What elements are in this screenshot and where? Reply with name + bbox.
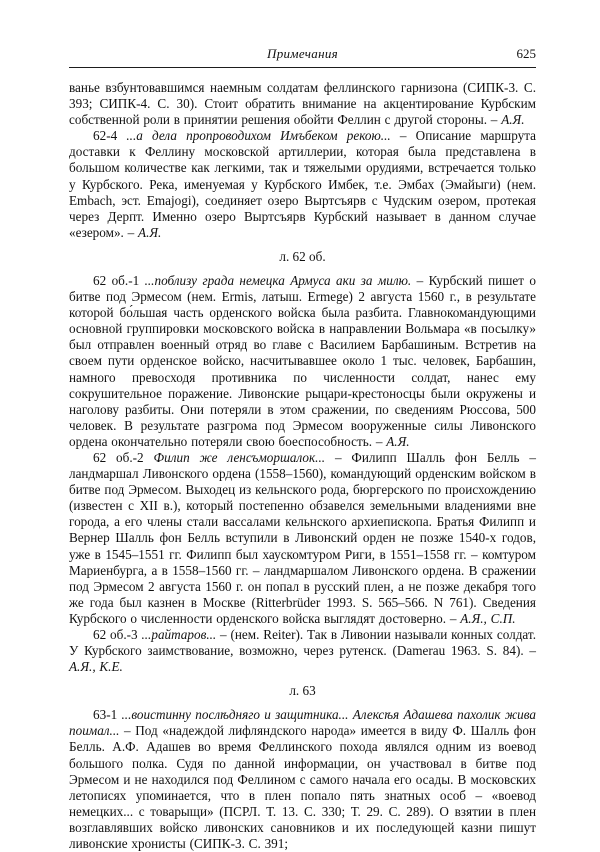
- italic-run: А.Я.: [138, 224, 162, 240]
- text-run: – (нем. Reiter). Так в Ливонии называли конных солдат. У Курбского заимствование, возможно, через рутенск. (Damerau 1963. S. 84). –: [69, 627, 536, 659]
- italic-run: ...поблизу града немецка Армуса аки за милю.: [144, 272, 412, 288]
- text-run: 62-4: [93, 128, 127, 144]
- running-head: [69, 45, 536, 62]
- italic-run: ...воистинну послѣдняго и защитника... Алексѣя Адашева пахолик жива поимал...: [69, 707, 536, 739]
- note-paragraph: [69, 273, 536, 450]
- header-rule: [69, 67, 536, 68]
- text-run: 63-1: [93, 707, 122, 723]
- leaf-heading: л. 62 об.: [279, 248, 326, 264]
- italic-run: А.Я., К.Е.: [69, 659, 123, 675]
- text-run: – Под «надеждой лифляндского народа» имеется в виду Ф. Шалль фон Белль. А.Ф. Адашев во время Феллинского похода являлся одним из воевод большого полка. Судя по данной информации, он участвовал в битве под Эрмесом и не находился под Феллином с самого начала его осады. В московских летописях упоминается, что в плен попало пять знатных особ – «воевод немецких... с товарыщи» (ПСРЛ. Т. 13. С. 330; Т. 29. С. 289). О взятии в плен возглавлявших войско ливонских сановников и их последующей казни пишут ливонские хронисты (СИПК-3. С. 391;: [69, 723, 536, 852]
- content-area: [69, 80, 536, 852]
- note-paragraph: [69, 80, 536, 128]
- note-paragraph: [69, 450, 536, 627]
- text-run: – Курбский пишет о битве под Эрмесом (нем. Ermis, латыш. Ermege) 2 августа 1560 г., в результате которой бо́льшая часть орденского войска была разбита. Главнокомандующими основной группировки московского войска в направлении Вольмара «в посылку» был отправлен военный отряд во главе с Василием Барбашиным. Встретив на своем пути орденское войско, насчитывавшее около 1 тыс. человек, Барбашин, намного превосходя противника по численности солдат, нанес ему сокрушительное поражение. Ливонские рыцари-крестоносцы были окружены и наголову разбиты. Они потеряли в этом сражении, по сведениям Рюссова, 500 человек. В результате разгрома под Эрмесом вооруженные силы Ливонского ордена окончательно потеряли свою боеспособность. –: [69, 272, 536, 449]
- italic-run: Филип же ленсъморшалок...: [153, 449, 326, 465]
- italic-run: А.Я.: [386, 433, 410, 449]
- running-head-title: Примечания: [267, 46, 338, 61]
- italic-run: ...а дела пропроводихом Имъбеком рекою...: [126, 128, 391, 144]
- italic-run: А.Я.: [501, 112, 525, 128]
- text-run: 62 об.-3: [93, 627, 142, 642]
- note-paragraph: [69, 707, 536, 852]
- note-paragraph: [69, 128, 536, 241]
- text-run: – Описание маршрута доставки к Феллину московской артиллерии, которая была представлена в большом количестве как легкими, так и тяжелыми орудиями, встречается только у Курбского. Река, именуемая у Курбского Имбек, т.е. Эмбах (Эмайыги) (нем. Embach, эст. Emajogi), соединяет озеро Выртсъярв с Чудским озером, протекая через Дерпт. Именно озеро Выртсъярв Курбский называет в данном случае «езером». –: [69, 128, 536, 240]
- text-run: 62 об.-2: [93, 449, 154, 465]
- italic-run: ...райтаров...: [141, 627, 217, 642]
- text-run: 62 об.-1: [93, 272, 145, 288]
- leaf-heading: л. 63: [289, 683, 316, 699]
- note-paragraph: [69, 627, 536, 675]
- text-run: – Филипп Шалль фон Белль – ландмаршал Ливонского ордена (1558–1560), командующий орденским войском в битве под Эрмесом. Выходец из кельнского рода, бюргерского по происхождению (известен с XII в.), который постепенно обзавелся земельными владениями вне города, а его члены стали вассалами кельнского архиепископа. Братья Филипп и Вернер Шалль фон Белль вступили в Ливонский орден не позже 1540-х годов, уже в 1545–1551 гг. Филипп был хаускомтуром Риги, в 1551–1558 гг. – комтуром Мариенбурга, а в 1558–1560 гг. – ландмаршалом Ливонского ордена. В сражении под Эрмесом 2 августа 1560 г. он попал в русский плен, а не позже декабря того же года был казнен в Москве (Ritterbrüder 1993. S. 565–566. N 761). Сведения Курбского о численности орденского войска выглядят достоверно. –: [69, 449, 536, 626]
- text-run: ванье взбунтовавшимся наемным солдатам феллинского гарнизона (СИПК-3. С. 393; СИПК-4. С. 30). Стоит обратить внимание на акцентирование Курбским собственной роли в принятии решения обойти Феллин с другой стороны. –: [69, 80, 536, 128]
- italic-run: А.Я., С.П.: [460, 610, 516, 626]
- page-number: 625: [516, 46, 536, 61]
